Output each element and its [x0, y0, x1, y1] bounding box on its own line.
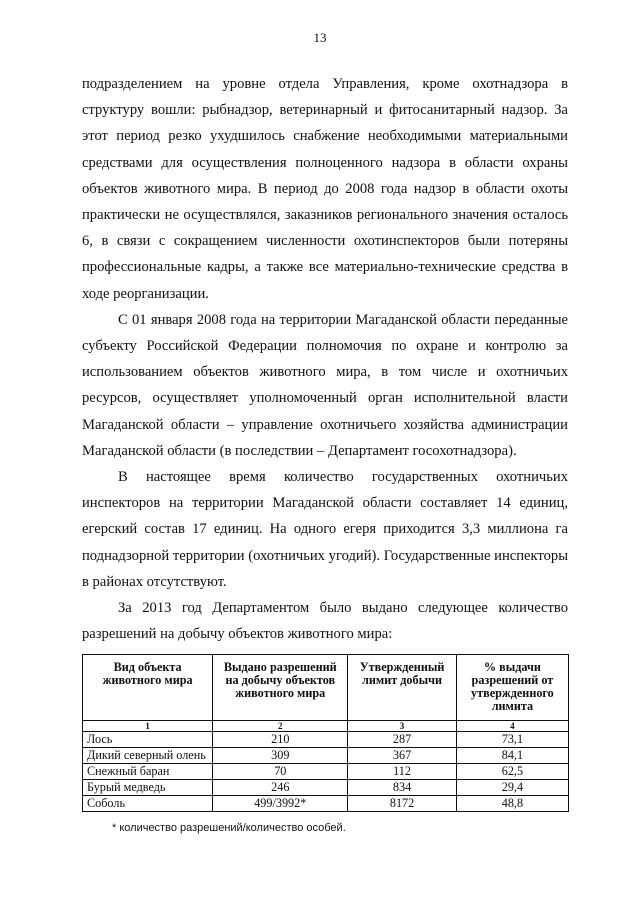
body-text: [82, 71, 568, 647]
table-header-row: [83, 655, 569, 721]
species-cell: Снежный баран: [83, 764, 213, 780]
table-index-row: [83, 721, 569, 732]
species-cell: Дикий северный олень: [83, 748, 213, 764]
percent-cell: 84,1: [456, 748, 568, 764]
header-limit: Утвержденный лимит добычи: [348, 655, 457, 721]
table-row: [83, 764, 569, 780]
issued-cell: 246: [213, 780, 348, 796]
limit-cell: 367: [348, 748, 457, 764]
page-number: 13: [313, 30, 327, 45]
header-percent: % выдачи разрешений от утвержденного лимита: [456, 655, 568, 721]
limit-cell: 112: [348, 764, 457, 780]
header-species: Вид объекта животного мира: [83, 655, 213, 721]
paragraph-2: С 01 января 2008 года на территории Магаданской области переданные субъекту Российской Федерации полномочия по охране и контролю за использованием объектов животного мира, в том числе и охотничьих ресурсов, осуществляет уполномоченный орган исполнительной власти Магаданской области – управление охотничьего хозяйства администрации Магаданской области (в последствии – Департамент госохотнадзора).: [82, 311, 568, 459]
percent-cell: 73,1: [456, 732, 568, 748]
limit-cell: 287: [348, 732, 457, 748]
index-cell: 2: [213, 721, 348, 732]
issued-cell: 309: [213, 748, 348, 764]
table-row: [83, 732, 569, 748]
permits-table: [82, 654, 569, 812]
header-issued: Выдано разрешений на добычу объектов животного мира: [213, 655, 348, 721]
species-cell: Лось: [83, 732, 213, 748]
paragraph-1: подразделением на уровне отдела Управления, кроме охотнадзора в структуру вошли: рыбнадзор, ветеринарный и фитосанитарный надзор. За этот период резко ухудшилось снабжение необходимыми материальными средствами для осуществления полноценного надзора в области охраны объектов животного мира. В период до 2008 года надзор в области охоты практически не осуществлялся, заказников регионального значения осталось 6, в связи с сокращением численности охотинспекторов были потеряны профессиональные кадры, а также все материально-технические средства в ходе реорганизации.: [82, 76, 568, 302]
table-row: [83, 780, 569, 796]
species-cell: Соболь: [83, 796, 213, 812]
limit-cell: 834: [348, 780, 457, 796]
index-cell: 4: [456, 721, 568, 732]
limit-cell: 8172: [348, 796, 457, 812]
index-cell: 1: [83, 721, 213, 732]
paragraph-3: В настоящее время количество государственных охотничьих инспекторов на территории Магаданской области составляет 14 единиц, егерский состав 17 единиц. На одного егеря приходится 3,3 миллиона га поднадзорной территории (охотничьих угодий). Государственные инспекторы в районах отсутствуют.: [82, 469, 568, 590]
percent-cell: 48,8: [456, 796, 568, 812]
species-cell: Бурый медведь: [83, 780, 213, 796]
percent-cell: 29,4: [456, 780, 568, 796]
issued-cell: 70: [213, 764, 348, 780]
issued-cell: 499/3992*: [213, 796, 348, 812]
table-row: [83, 796, 569, 812]
paragraph-4: За 2013 год Департаментом было выдано следующее количество разрешений на добычу объектов животного мира:: [82, 600, 568, 643]
index-cell: 3: [348, 721, 457, 732]
table-row: [83, 748, 569, 764]
issued-cell: 210: [213, 732, 348, 748]
footnote: * количество разрешений/количество особей.: [112, 822, 346, 834]
percent-cell: 62,5: [456, 764, 568, 780]
